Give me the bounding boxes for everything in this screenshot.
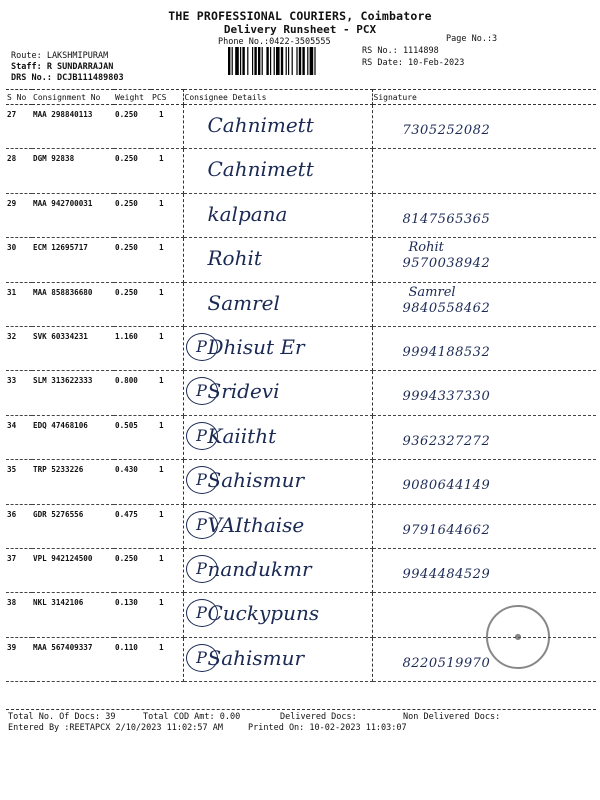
row-weight: 0.430 (114, 460, 151, 504)
receiver-phone: 9362327272 (402, 433, 491, 449)
row-weight: 0.110 (114, 637, 151, 681)
phone-number: Phone No.:0422-3505555 (218, 37, 331, 47)
row-consignment: GDR 5276556 (32, 504, 114, 548)
receiver-phone: 9840558462 (402, 300, 491, 316)
row-consignment: ECM 12695717 (32, 238, 114, 282)
page-number: Page No.:3 (446, 34, 498, 44)
receiver-phone: 7305252082 (402, 123, 491, 138)
table-header (6, 90, 596, 105)
row-consignee (183, 504, 372, 548)
col-consignment: Consignment No (32, 90, 114, 105)
signature-text: Rohit (408, 240, 444, 256)
row-signature (372, 371, 596, 415)
row-sno: 27 (6, 105, 32, 149)
row-consignee (183, 193, 372, 237)
receiver-phone: 8147565365 (402, 211, 491, 227)
row-consignee (183, 238, 372, 282)
consignee-name: Sridevi (207, 379, 280, 404)
row-sno: 30 (6, 238, 32, 282)
row-consignee (183, 548, 372, 592)
row-weight: 1.160 (114, 326, 151, 370)
consignee-name: Sahismur (207, 468, 305, 493)
row-weight: 0.250 (114, 282, 151, 326)
runsheet-subtitle: Delivery Runsheet - PCX (223, 23, 377, 36)
row-pcs: 1 (151, 149, 183, 193)
row-sno: 39 (6, 637, 32, 681)
table-row (6, 105, 596, 149)
row-pcs: 1 (151, 504, 183, 548)
consignee-name: Cahnimett (207, 157, 314, 182)
row-signature (372, 193, 596, 237)
row-pcs: 1 (151, 460, 183, 504)
receiver-phone: 9570038942 (402, 256, 491, 272)
delivery-stamp: ● (486, 605, 550, 669)
row-signature (372, 105, 596, 149)
col-sno: S No (6, 90, 32, 105)
row-pcs: 1 (151, 593, 183, 637)
consignee-name: nandukmr (207, 556, 312, 581)
receiver-phone: 9944484529 (402, 566, 491, 582)
col-consignee: Consignee Details (183, 90, 372, 105)
row-weight: 0.475 (114, 504, 151, 548)
row-consignee (183, 593, 372, 637)
printed-on: Printed On: 10-02-2023 11:03:07 (248, 723, 407, 733)
row-consignment: MAA 567409337 (32, 637, 114, 681)
row-signature (372, 504, 596, 548)
row-signature (372, 149, 596, 193)
row-sno: 29 (6, 193, 32, 237)
row-weight: 0.505 (114, 415, 151, 459)
row-pcs: 1 (151, 238, 183, 282)
row-sno: 38 (6, 593, 32, 637)
staff-label: Staff: R SUNDARRAJAN (11, 62, 114, 72)
row-pcs: 1 (151, 326, 183, 370)
row-signature (372, 282, 596, 326)
row-pcs: 1 (151, 637, 183, 681)
row-signature (372, 548, 596, 592)
receiver-phone: 8220519970 (402, 655, 491, 671)
row-weight: 0.800 (114, 371, 151, 415)
paid-mark: P (186, 599, 218, 627)
row-consignment: SLM 313622333 (32, 371, 114, 415)
row-pcs: 1 (151, 548, 183, 592)
col-pcs: PCS (151, 90, 183, 105)
signature-text: Samrel (408, 284, 456, 300)
entered-by: Entered By :REETAPCX 2/10/2023 11:02:57 AM (8, 723, 223, 733)
row-sno: 35 (6, 460, 32, 504)
row-consignee (183, 149, 372, 193)
row-pcs: 1 (151, 415, 183, 459)
row-sno: 32 (6, 326, 32, 370)
consignee-name: Dhisut Er (207, 334, 305, 359)
table-row (6, 548, 596, 592)
row-consignee (183, 371, 372, 415)
row-consignment: SVK 60334231 (32, 326, 114, 370)
delivered-docs: Delivered Docs: (280, 712, 357, 722)
row-sno: 31 (6, 282, 32, 326)
table-row (6, 149, 596, 193)
row-consignee (183, 105, 372, 149)
route-label: Route: LAKSHMIPURAM (11, 51, 109, 61)
total-cod: Total COD Amt: 0.00 (143, 712, 241, 722)
table-row (6, 238, 596, 282)
drs-number: DRS No.: DCJB111489803 (11, 73, 124, 83)
row-consignment: MAA 858836680 (32, 282, 114, 326)
delivery-table (6, 89, 596, 682)
paid-mark: P (186, 422, 218, 450)
row-weight: 0.130 (114, 593, 151, 637)
receiver-phone: 9791644662 (402, 522, 491, 538)
row-consignee (183, 637, 372, 681)
row-pcs: 1 (151, 282, 183, 326)
row-pcs: 1 (151, 105, 183, 149)
table-row (6, 326, 596, 370)
paid-mark: P (186, 333, 218, 361)
row-signature (372, 326, 596, 370)
receiver-phone: 9994188532 (402, 344, 491, 360)
row-weight: 0.250 (114, 238, 151, 282)
barcode (228, 47, 353, 75)
row-weight: 0.250 (114, 105, 151, 149)
row-consignee (183, 326, 372, 370)
table-row (6, 415, 596, 459)
consignee-name: VAIthaise (207, 512, 305, 537)
row-weight: 0.250 (114, 193, 151, 237)
row-consignee (183, 460, 372, 504)
row-signature (372, 593, 596, 637)
row-consignment: EDQ 47468106 (32, 415, 114, 459)
row-consignment: NKL 3142106 (32, 593, 114, 637)
consignee-name: Kaiitht (207, 423, 277, 448)
consignee-name: Sahismur (207, 645, 305, 670)
row-consignment: DGM 92838 (32, 149, 114, 193)
rs-date: RS Date: 10-Feb-2023 (362, 58, 465, 68)
row-sno: 33 (6, 371, 32, 415)
table-row (6, 193, 596, 237)
paid-mark: P (186, 377, 218, 405)
total-docs: Total No. Of Docs: 39 (8, 712, 116, 722)
receiver-phone: 9994337330 (402, 389, 491, 405)
row-signature (372, 637, 596, 681)
paid-mark: P (186, 555, 218, 583)
row-pcs: 1 (151, 193, 183, 237)
col-signature: Signature (372, 90, 596, 105)
row-consignment: MAA 942700031 (32, 193, 114, 237)
consignee-name: Samrel (207, 290, 280, 315)
rs-number: RS No.: 1114898 (362, 46, 439, 56)
row-consignee (183, 415, 372, 459)
paid-mark: P (186, 511, 218, 539)
row-signature (372, 460, 596, 504)
row-sno: 34 (6, 415, 32, 459)
company-title: THE PROFESSIONAL COURIERS, Coimbatore (168, 9, 432, 23)
table-row (6, 504, 596, 548)
row-sno: 28 (6, 149, 32, 193)
consignee-name: kalpana (207, 201, 288, 226)
table-row (6, 371, 596, 415)
row-signature (372, 238, 596, 282)
consignee-name: Rohit (207, 246, 262, 271)
consignee-name: Cahnimett (207, 113, 314, 137)
paid-mark: P (186, 644, 218, 672)
paid-mark: P (186, 466, 218, 494)
row-consignee (183, 282, 372, 326)
consignee-name: Cuckypuns (207, 601, 320, 626)
table-row (6, 460, 596, 504)
receiver-phone: 9080644149 (402, 478, 491, 494)
non-delivered-docs: Non Delivered Docs: (403, 712, 501, 722)
row-consignment: MAA 298840113 (32, 105, 114, 149)
footer-divider (6, 709, 596, 710)
row-weight: 0.250 (114, 548, 151, 592)
row-pcs: 1 (151, 371, 183, 415)
row-consignment: TRP 5233226 (32, 460, 114, 504)
col-weight: Weight (114, 90, 151, 105)
row-consignment: VPL 942124500 (32, 548, 114, 592)
row-weight: 0.250 (114, 149, 151, 193)
row-sno: 37 (6, 548, 32, 592)
row-signature (372, 415, 596, 459)
table-row (6, 282, 596, 326)
row-sno: 36 (6, 504, 32, 548)
